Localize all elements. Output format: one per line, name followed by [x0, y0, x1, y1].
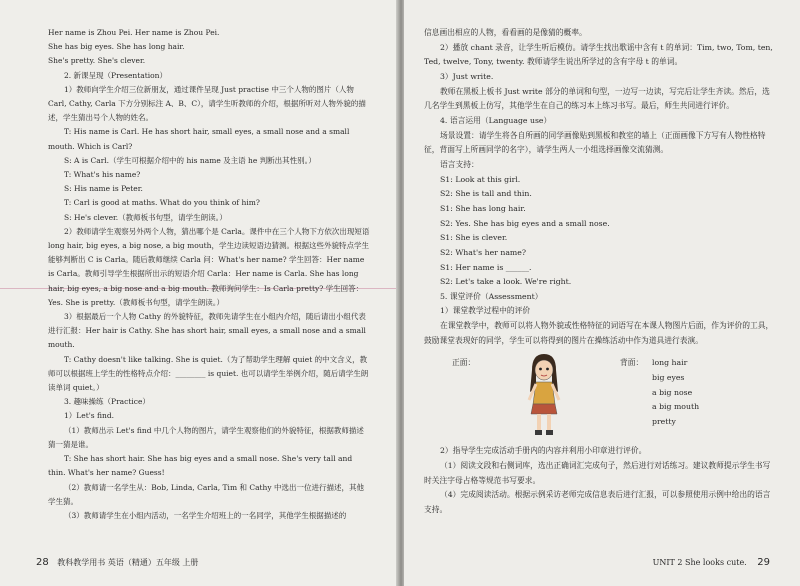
dialog-line: S2: Let's take a look. We're right.	[440, 277, 572, 287]
subheading: 1）课堂教学过程中的评价	[440, 306, 531, 316]
trait-item: long hair	[652, 358, 688, 368]
paragraph: （4）完成阅读活动。根据示例采访老师完成信息表后进行汇报，可以参照使用示例中给出的语言支持。	[424, 490, 771, 515]
paragraph: （1）阅读文段和右侧词库，选出正确词汇完成句子，然后进行对话练习。建议教师提示学生书写时关注字母占格等规范书写要求。	[424, 461, 771, 485]
page-number: 28	[36, 557, 49, 568]
girl-illustration	[524, 352, 564, 438]
trait-item: big eyes	[652, 373, 685, 383]
paragraph: 2）播放 chant 录音，让学生听后模仿。请学生找出歌谣中含有 t 的单词：Tim, two, Tom, ten, Ted, twelve, Tony, twenty. 教师请学生说出所学过的含有字母 t 的单词。	[424, 42, 773, 67]
dialog-line: S1: Look at this girl.	[440, 174, 521, 184]
paragraph: 场景设置：请学生将各自所画的同学画像贴到黑板和教室的墙上（正面画像下方写有人物性格特征，背面写上所画同学的名字），请学生两人一小组选择画像交流猜测。	[424, 130, 766, 155]
running-title: UNIT 2 She looks cute.	[652, 558, 747, 567]
back-label: 背面：	[620, 358, 644, 368]
text-line: Her name is Zhou Pei. Her name is Zhou Pei.	[48, 28, 220, 37]
dialog-line: S1: She is clever.	[440, 233, 508, 243]
paragraph: 3）根据最后一个人物 Cathy 的外貌特征，教师先请学生在小组内介绍，随后请出小组代表进行汇报：Her hair is Cathy. She has short hair, small eyes, a small nose and a small mouth.	[48, 312, 366, 350]
dialog-line: S2: Yes. She has big eyes and a small nose.	[440, 218, 610, 228]
paragraph: 1）教师向学生介绍三位新朋友，通过课件呈现 Just practise 中三个人物的图片（人物 Carl, Cathy, Carla 下方分别标注 A、B、C），请学生听教师的介绍，根据所听对人物外貌的描述，学生猜出号个人物的姓名。	[48, 84, 366, 123]
paragraph: 信息画出相应的人物，看看画的是像猜的概率。	[424, 28, 587, 37]
dialog-line: S2: She is tall and thin.	[440, 189, 532, 199]
right-text-column	[424, 26, 774, 518]
left-text-column	[48, 26, 370, 523]
paragraph: T: Cathy doesn't like talking. She is quiet.（为了帮助学生理解 quiet 的中文含义，教师可以根据班上学生的性格特点介绍：________ is quiet. 也可以请学生举例介绍，随后请学生朗读单词 quiet。）	[48, 354, 369, 393]
text-line: She has big eyes. She has long hair.	[48, 42, 185, 52]
dialog-line: T: Carl is good at maths. What do you think of him?	[64, 198, 260, 208]
section-heading: 4. 语言运用（Language use）	[440, 115, 552, 125]
dialog-line: T: What's his name?	[64, 170, 141, 180]
paragraph: （3）教师请学生在小组内活动，一名学生介绍班上的一名同学，其他学生根据描述的	[64, 510, 347, 520]
paragraph: （2）教师请一名学生从：Bob, Linda, Carla, Tim 和 Cathy 中选出一位进行描述，其他学生猜。	[48, 482, 365, 506]
left-footer	[36, 557, 198, 568]
paragraph: 在课堂教学中，教师可以将人物外貌或性格特征的词语写在本课人物图片后面，作为评价的工具，鼓励课堂表现好的同学，学生可以将得到的图片在操练活动中作为道具进行表演。	[424, 321, 774, 345]
section-heading: 3. 趣味操练（Practice）	[64, 397, 150, 407]
dialog-line: S1: She has long hair.	[440, 203, 526, 213]
assessment-figure	[424, 352, 774, 440]
front-label: 正面：	[452, 358, 476, 368]
paragraph: （1）教师出示 Let's find 中几个人物的图片，请学生观察他们的外貌特征，根据教师描述猜一猜是谁。	[48, 425, 364, 449]
right-footer	[653, 557, 770, 568]
subheading: 3）Just write.	[440, 71, 494, 81]
paragraph: 2）指导学生完成活动手册内的内容并利用小印章进行评价。	[440, 446, 647, 456]
subheading: 1）Let's find.	[64, 411, 115, 421]
dialog-line: S: A is Carl.（学生可根据介绍中的 his name 及主语 he 判断出其性别。）	[64, 155, 316, 165]
text-line: She's pretty. She's clever.	[48, 56, 146, 66]
running-title: 教科教学用书 英语（精通）五年级 上册	[57, 558, 199, 567]
page-number: 29	[757, 557, 770, 568]
dialog-line: S: He's clever.（教师板书句型，请学生朗读。）	[64, 212, 227, 222]
paragraph: 2）教师请学生观察另外两个人物，猜出哪个是 Carla。课件中在三个人物下方依次出现短语 long hair, big eyes, a big nose, a big mouth，学生边读短语边猜测。根据这些外貌特点学生能够判断出 C is Carla。随后教师继续 Carla 问：What's her name? 学生回答：Her name is Carla。教师引导学生根据所出示的短语介绍 Carla：Her name is Carla. She has long hair, big eyes, a big nose and a big mouth. 教师询问学生：Is Carla pretty? 学生回答：Yes. She is pretty.（教师板书句型，请学生朗读。）	[48, 226, 370, 307]
paragraph: 教师在黑板上板书 Just write 部分的单词和句型，一边写一边读，写完后让学生齐读。然后，选几名学生到黑板上仿写，其他学生在自己的练习本上练习书写。最后，师生共同进行评价。	[424, 86, 770, 111]
trait-item: a big nose	[652, 387, 693, 397]
dialog-line: S1: Her name is ______.	[440, 262, 532, 272]
dialog-line: S: His name is Peter.	[64, 184, 143, 194]
dialog-line: S2: What's her name?	[440, 247, 527, 257]
trait-item: pretty	[652, 417, 676, 427]
section-heading: 2. 新课呈现（Presentation）	[64, 70, 167, 80]
left-page	[0, 0, 398, 586]
dialog-line: T: She has short hair. She has big eyes and a small nose. She's very tall and thin. What's her name? Guess!	[48, 454, 353, 478]
trait-item: a big mouth	[652, 402, 700, 412]
section-heading: 5. 课堂评价（Assessment）	[440, 291, 543, 301]
right-page	[404, 0, 800, 586]
dialog-line: T: His name is Carl. He has short hair, small eyes, a small nose and a small mouth. Which is Carl?	[48, 127, 350, 151]
back-list	[620, 356, 699, 429]
subheading: 语言支持：	[440, 159, 479, 169]
